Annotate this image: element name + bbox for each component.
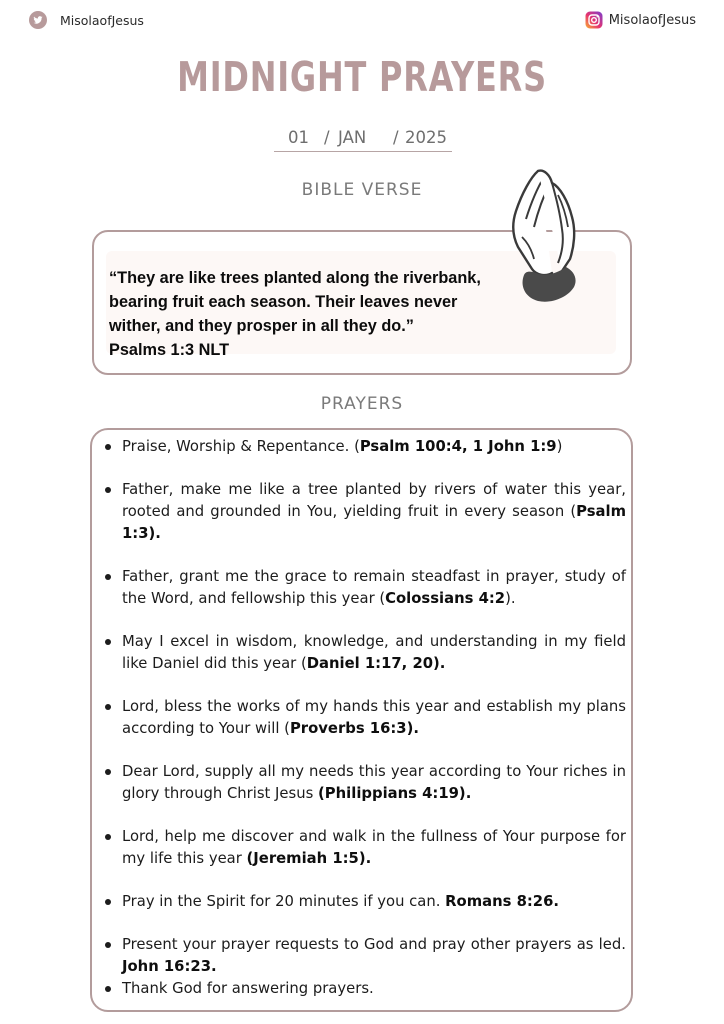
date-separator: /	[324, 128, 330, 147]
scripture-reference: (Jeremiah 1:5).	[246, 850, 372, 867]
scripture-reference: Proverbs 16:3).	[289, 720, 419, 737]
verse-line: wither, and they prosper in all they do.”	[109, 317, 414, 335]
scripture-reference: (Philippians 4:19).	[318, 785, 472, 802]
prayer-item: Pray in the Spirit for 20 minutes if you can. Romans 8:26.	[100, 891, 626, 913]
prayer-item: May I excel in wisdom, knowledge, and understanding in my field like Daniel did this year (Daniel 1:17, 20).	[100, 631, 626, 675]
prayer-item: Present your prayer requests to God and pray other prayers as led. John 16:23.	[100, 934, 626, 978]
prayer-list	[100, 436, 626, 1000]
scripture-reference: Psalm 100:4, 1 John 1:9	[359, 438, 557, 455]
prayer-item: Father, make me like a tree planted by rivers of water this year, rooted and grounded in You, yielding fruit in every season (Psalm 1:3).	[100, 479, 626, 545]
twitter-icon	[29, 11, 47, 29]
instagram-icon	[585, 11, 603, 29]
twitter-handle-label: MisolaofJesus	[60, 12, 144, 28]
scripture-reference: Daniel 1:17, 20).	[306, 655, 446, 672]
instagram-handle[interactable]	[585, 11, 696, 29]
bible-verse-heading: BIBLE VERSE	[301, 180, 423, 200]
twitter-handle[interactable]	[29, 11, 144, 29]
date-separator: /	[393, 128, 399, 147]
instagram-handle-label: MisolaofJesus	[608, 12, 696, 28]
prayer-item: Lord, bless the works of my hands this year and establish my plans according to Your will (Proverbs 16:3).	[100, 696, 626, 740]
scripture-reference: Colossians 4:2	[385, 590, 506, 607]
scripture-reference: Romans 8:26.	[445, 893, 560, 910]
prayers-heading: PRAYERS	[320, 394, 404, 414]
verse-line: “They are like trees planted along the riverbank,	[109, 269, 481, 287]
page-title: MIDNIGHT PRAYERS	[177, 53, 547, 101]
prayer-item: Lord, help me discover and walk in the fullness of Your purpose for my life this year (Jeremiah 1:5).	[100, 826, 626, 870]
date-field	[274, 128, 452, 152]
prayer-item: Praise, Worship & Repentance. (Psalm 100:4, 1 John 1:9)	[100, 436, 626, 458]
bible-verse-text	[109, 266, 521, 362]
verse-reference: Psalms 1:3 NLT	[109, 341, 230, 359]
date-day: 01	[288, 128, 309, 147]
prayer-item: Father, grant me the grace to remain steadfast in prayer, study of the Word, and fellowship this year (Colossians 4:2).	[100, 566, 626, 610]
verse-line: bearing fruit each season. Their leaves never	[109, 293, 458, 311]
date-month: JAN	[338, 128, 367, 147]
scripture-reference: John 16:23.	[122, 958, 217, 975]
scripture-reference: Psalm 1:3).	[122, 503, 626, 542]
prayer-item: Thank God for answering prayers.	[100, 978, 626, 1000]
date-year: 2025	[405, 128, 447, 147]
prayer-item: Dear Lord, supply all my needs this year according to Your riches in glory through Christ Jesus (Philippians 4:19).	[100, 761, 626, 805]
